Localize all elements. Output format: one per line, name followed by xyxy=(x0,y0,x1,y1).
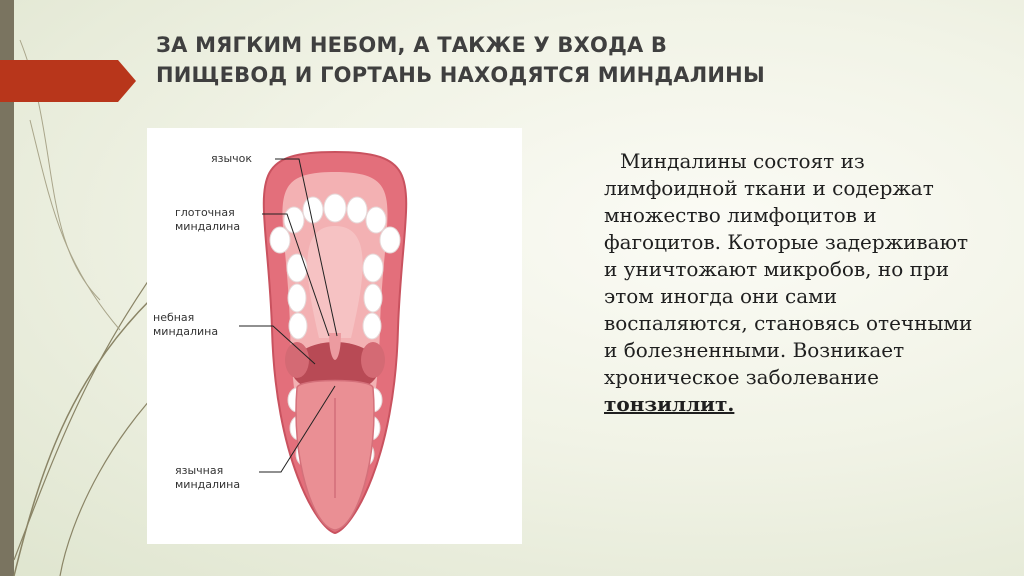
body-paragraph xyxy=(604,148,984,418)
term-tonsillitis: тонзиллит. xyxy=(604,392,735,416)
label-pharyngeal-tonsil-line2: миндалина xyxy=(175,220,241,233)
right-palatine-tonsil xyxy=(361,342,385,378)
label-pharyngeal-tonsil-line1: глоточная xyxy=(175,206,235,219)
title-arrow-icon xyxy=(0,60,136,102)
label-uvula: язычок xyxy=(211,152,253,165)
label-palatine-tonsil-line2: миндалина xyxy=(153,325,219,338)
mouth-anatomy-figure xyxy=(147,128,522,544)
body-text: Миндалины состоят из лимфоидной ткани и содержат множество лимфоцитов и фагоцитов. Которые задерживают и уничтожают микробов, но при этом иногда они сами воспаляются, становясь отечными и болезненными. Возникает хроническое заболевание xyxy=(604,149,973,389)
label-lingual-tonsil-line1: язычная xyxy=(175,464,224,477)
label-palatine-tonsil-line1: небная xyxy=(153,311,195,324)
label-lingual-tonsil-line2: миндалина xyxy=(175,478,241,491)
slide-title: ЗА МЯГКИМ НЕБОМ, А ТАКЖЕ У ВХОДА В ПИЩЕВОД И ГОРТАНЬ НАХОДЯТСЯ МИНДАЛИНЫ xyxy=(156,33,765,87)
hard-palate xyxy=(307,226,362,338)
